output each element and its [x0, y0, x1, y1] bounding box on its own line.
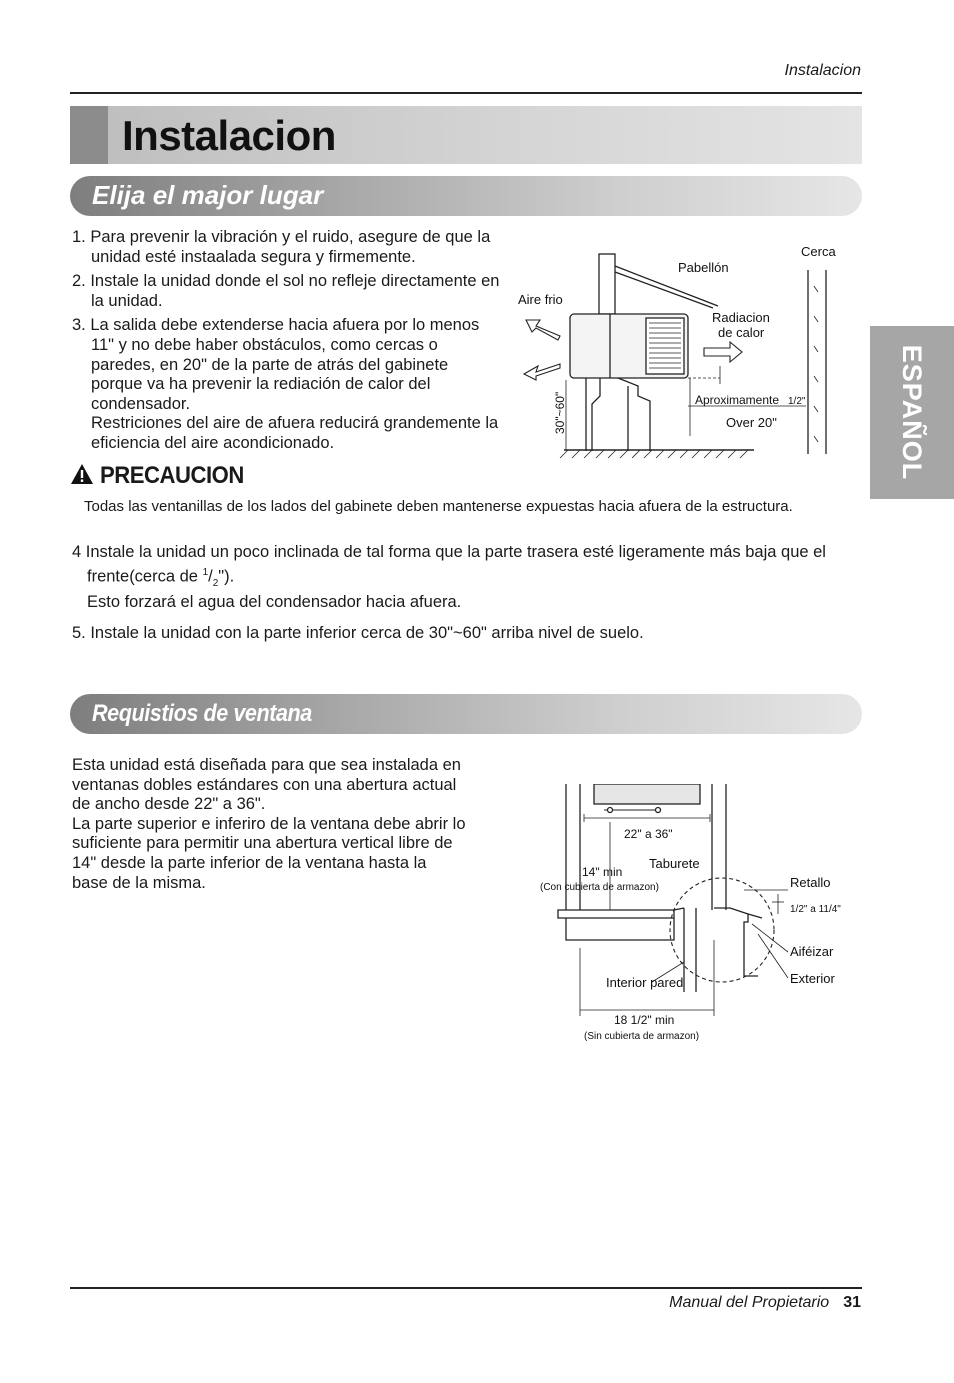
page-number: 31: [843, 1294, 861, 1311]
list-item: 2. Instale la unidad donde el sol no refleje directamente en la unidad.: [72, 272, 500, 310]
placement-diagram: [508, 236, 858, 466]
fraction-denominator: 2: [212, 577, 219, 589]
paragraph-line: La parte superior e inferiro de la ventana debe abrir lo: [72, 814, 466, 833]
paragraph-line: suficiente para permitir una abertura vertical libre de: [72, 834, 453, 853]
item-4-suffix: ").: [218, 567, 235, 586]
section-heading-bar: [70, 176, 862, 216]
list-item-note: Restriciones del aire de afuera reducirá grandemente la eficiencia del aire acondicionado.: [91, 414, 499, 452]
warning-triangle-icon: [70, 463, 94, 485]
label-aifeizar: Aiféizar: [790, 944, 834, 959]
label-taburete: Taburete: [649, 856, 700, 871]
item-4-prefix: 4 Instale la unidad un poco inclinada de tal forma que la parte trasera esté ligeramente más baja que el frente(cerca de: [72, 543, 826, 586]
list-item: 3. La salida debe extenderse hacia afuera por lo menos 11" y no debe haber obstáculos, como cercas o paredes, en 20" de la parte de atrás del gabinete porque va ha prevenir la rediación de calor del condensador.: [72, 316, 480, 413]
section-heading: Elija el major lugar: [92, 180, 324, 210]
header-rule: [70, 92, 862, 94]
fraction-numerator: 1: [202, 566, 209, 578]
label-radiacion: Radiacion: [712, 310, 770, 325]
window-diagram: [534, 784, 854, 1046]
title-accent-block: [70, 106, 108, 164]
paragraph-line: de ancho desde 22" a 36".: [72, 795, 266, 814]
label-de-calor: de calor: [718, 325, 765, 340]
running-header: Instalacion: [784, 62, 861, 79]
section-heading: Requistios de ventana: [92, 700, 312, 727]
paragraph-line: 14" desde la parte inferior de la ventana hasta la: [72, 853, 427, 872]
label-con-cubierta: (Con cubierta de armazon): [540, 882, 659, 893]
list-item: 1. Para prevenir la vibración y el ruido, asegure de que la unidad esté instaalada segura y firmemente.: [72, 228, 491, 266]
label-aprox-fraction: 1/2": [788, 396, 806, 407]
label-cerca: Cerca: [801, 244, 836, 259]
label-sin-cubierta: (Sin cubierta de armazon): [584, 1031, 700, 1042]
placement-list: [72, 228, 504, 454]
caution-block: [70, 462, 257, 490]
label-width-range: 22" a 36": [624, 827, 673, 841]
language-tab: [870, 326, 954, 499]
language-tab-label: ESPAÑOL: [897, 344, 927, 481]
item-4-line2: Esto forzará el agua del condensador hacia afuera.: [87, 592, 462, 611]
paragraph-line: base de la misma.: [72, 873, 206, 892]
window-requirements-text: [72, 756, 512, 893]
paragraph-line: Esta unidad está diseñada para que sea instalada en: [72, 756, 461, 774]
label-height-range: 30"~60": [553, 391, 567, 434]
label-18-min: 18 1/2" min: [614, 1013, 675, 1027]
page-footer: [0, 1294, 861, 1312]
page-title: Instalacion: [122, 112, 336, 159]
title-bar: [70, 106, 862, 164]
caution-title: PRECAUCION: [100, 462, 245, 489]
label-over-20: Over 20": [726, 415, 777, 430]
caution-text: Todas las ventanillas de los lados del gabinete deben mantenerse expuestas hacia afuera de la estructura.: [84, 498, 793, 515]
footer-rule: [70, 1287, 862, 1289]
item-4-text: 4 Instale la unidad un poco inclinada de tal forma que la parte trasera esté ligeramente más baja que el frente(cerca de $^1/_2$").: [72, 543, 826, 589]
label-14-min: 14" min: [582, 865, 623, 879]
instruction-item-4: [72, 543, 862, 613]
label-aire-frio: Aire frio: [518, 292, 563, 307]
label-retallo: Retallo: [790, 875, 831, 890]
label-interior-pared: Interior pared: [606, 975, 684, 990]
paragraph-line: ventanas dobles estándares con una abertura actual: [72, 775, 457, 794]
instruction-item-5: 5. Instale la unidad con la parte inferior cerca de 30"~60" arriba nivel de suelo.: [72, 624, 644, 642]
label-exterior: Exterior: [790, 971, 835, 986]
section-heading-bar: [70, 694, 862, 734]
footer-manual-title: Manual del Propietario: [669, 1294, 830, 1311]
label-retallo-range: 1/2" a 11/4": [790, 904, 841, 915]
label-aproximamente: Aproximamente: [695, 393, 780, 407]
label-pabellon: Pabellón: [678, 260, 729, 275]
